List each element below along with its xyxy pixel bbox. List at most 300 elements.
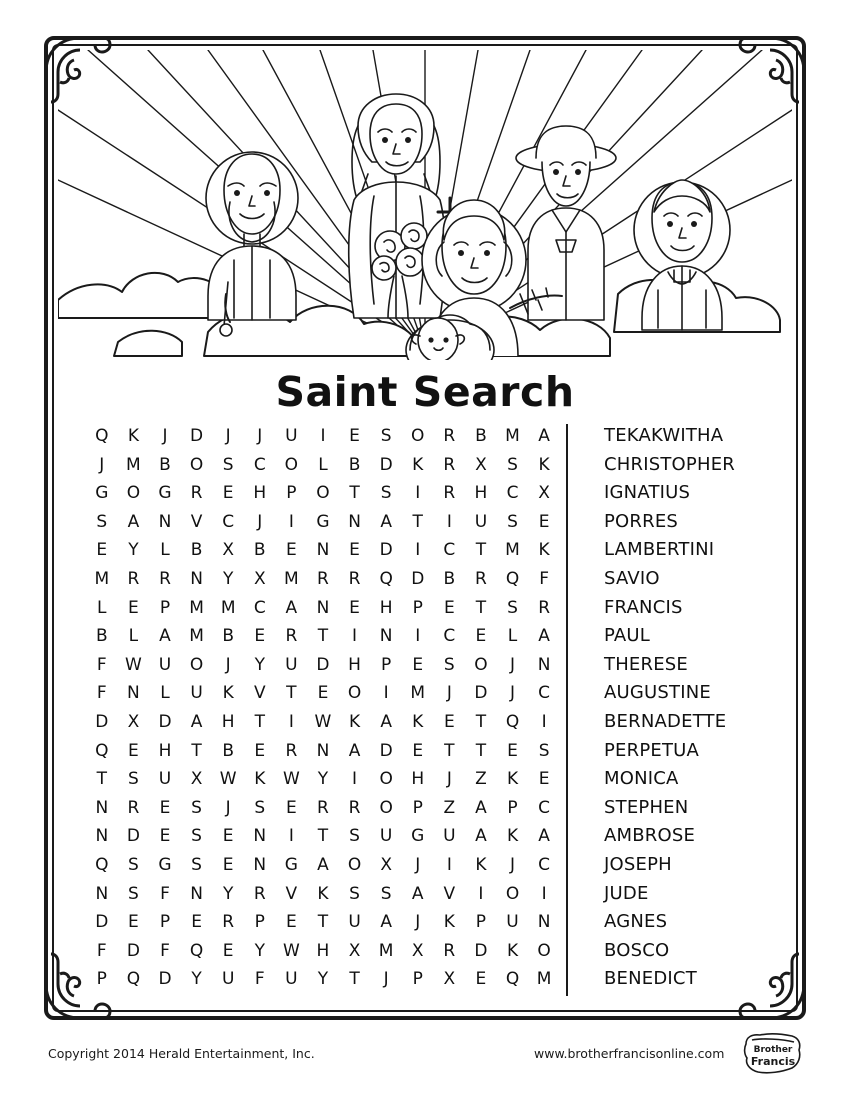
- grid-letter[interactable]: Q: [505, 568, 520, 589]
- grid-letter[interactable]: I: [288, 511, 294, 532]
- grid-letter[interactable]: B: [348, 454, 361, 475]
- grid-letter[interactable]: E: [507, 740, 518, 761]
- grid-letter[interactable]: F: [96, 654, 107, 675]
- grid-letter[interactable]: E: [128, 597, 139, 618]
- grid-letter[interactable]: U: [285, 654, 298, 675]
- grid-letter[interactable]: X: [127, 711, 140, 732]
- grid-letter[interactable]: H: [253, 483, 267, 504]
- word-list-item[interactable]: FRANCIS: [604, 596, 683, 618]
- website-url[interactable]: www.brotherfrancisonline.com: [534, 1046, 725, 1061]
- grid-letter[interactable]: S: [507, 511, 518, 532]
- grid-letter[interactable]: D: [379, 454, 393, 475]
- grid-letter[interactable]: D: [95, 711, 109, 732]
- grid-letter[interactable]: X: [222, 540, 234, 561]
- grid-letter[interactable]: E: [285, 912, 297, 933]
- grid-letter[interactable]: I: [446, 854, 452, 875]
- grid-letter[interactable]: K: [475, 854, 487, 875]
- grid-letter[interactable]: B: [222, 740, 234, 761]
- grid-letter[interactable]: N: [316, 540, 330, 561]
- grid-letter[interactable]: E: [412, 654, 424, 675]
- grid-letter[interactable]: J: [225, 426, 231, 446]
- grid-letter[interactable]: O: [379, 797, 393, 818]
- grid-letter[interactable]: I: [541, 711, 547, 732]
- grid-letter[interactable]: S: [254, 797, 266, 818]
- grid-letter[interactable]: A: [475, 826, 487, 847]
- grid-letter[interactable]: X: [538, 483, 550, 504]
- grid-letter[interactable]: W: [282, 940, 300, 961]
- grid-letter[interactable]: S: [443, 654, 455, 675]
- grid-letter[interactable]: X: [348, 940, 361, 961]
- grid-letter[interactable]: M: [94, 568, 110, 589]
- grid-letter[interactable]: B: [190, 540, 203, 561]
- grid-letter[interactable]: I: [288, 826, 294, 847]
- grid-letter[interactable]: K: [443, 912, 455, 933]
- grid-letter[interactable]: N: [253, 826, 267, 847]
- grid-letter[interactable]: K: [127, 426, 139, 446]
- grid-letter[interactable]: S: [127, 769, 139, 790]
- grid-letter[interactable]: C: [538, 797, 551, 818]
- grid-letter[interactable]: T: [412, 511, 423, 532]
- grid-letter[interactable]: U: [474, 511, 488, 532]
- grid-letter[interactable]: M: [126, 454, 141, 475]
- word-list-item[interactable]: JUDE: [604, 882, 649, 904]
- grid-letter[interactable]: K: [538, 540, 550, 561]
- grid-letter[interactable]: B: [475, 426, 487, 446]
- grid-letter[interactable]: L: [160, 540, 170, 561]
- word-list-item[interactable]: IGNATIUS: [604, 482, 691, 504]
- grid-letter[interactable]: E: [443, 597, 455, 618]
- grid-letter[interactable]: X: [380, 854, 392, 875]
- grid-letter[interactable]: T: [475, 740, 487, 761]
- grid-letter[interactable]: F: [254, 969, 265, 990]
- grid-letter[interactable]: U: [379, 826, 393, 847]
- grid-letter[interactable]: R: [190, 483, 203, 504]
- grid-letter[interactable]: A: [380, 711, 392, 732]
- grid-letter[interactable]: E: [222, 854, 234, 875]
- grid-letter[interactable]: E: [349, 426, 360, 446]
- grid-letter[interactable]: O: [505, 883, 520, 904]
- grid-letter[interactable]: I: [288, 711, 294, 732]
- word-list-item[interactable]: JOSEPH: [604, 853, 672, 875]
- grid-letter[interactable]: Y: [128, 540, 139, 561]
- grid-letter[interactable]: E: [538, 769, 550, 790]
- grid-letter[interactable]: D: [126, 826, 140, 847]
- grid-letter[interactable]: J: [99, 454, 105, 475]
- grid-letter[interactable]: Z: [443, 797, 456, 818]
- grid-letter[interactable]: M: [410, 683, 426, 704]
- grid-letter[interactable]: O: [411, 426, 425, 446]
- word-list-item[interactable]: BERNADETTE: [604, 710, 727, 732]
- grid-letter[interactable]: K: [254, 769, 266, 790]
- grid-letter[interactable]: N: [95, 883, 109, 904]
- grid-letter[interactable]: T: [191, 740, 202, 761]
- grid-letter[interactable]: C: [253, 597, 266, 618]
- grid-letter[interactable]: H: [348, 654, 361, 675]
- grid-letter[interactable]: I: [415, 540, 421, 561]
- grid-letter[interactable]: L: [507, 626, 518, 647]
- grid-letter[interactable]: R: [443, 426, 456, 446]
- word-list-item[interactable]: STEPHEN: [604, 796, 689, 818]
- grid-letter[interactable]: P: [412, 969, 423, 990]
- grid-letter[interactable]: N: [253, 854, 267, 875]
- grid-letter[interactable]: E: [285, 540, 297, 561]
- grid-letter[interactable]: E: [254, 626, 266, 647]
- grid-letter[interactable]: X: [190, 769, 203, 790]
- grid-letter[interactable]: O: [347, 683, 362, 704]
- grid-letter[interactable]: P: [412, 597, 423, 618]
- grid-letter[interactable]: J: [510, 854, 516, 875]
- grid-letter[interactable]: E: [317, 683, 329, 704]
- grid-letter[interactable]: G: [158, 483, 172, 504]
- word-list-item[interactable]: AMBROSE: [604, 825, 696, 847]
- grid-letter[interactable]: W: [314, 711, 332, 732]
- grid-letter[interactable]: J: [383, 969, 389, 990]
- grid-letter[interactable]: I: [352, 626, 358, 647]
- grid-letter[interactable]: D: [474, 683, 488, 704]
- grid-letter[interactable]: A: [538, 426, 550, 446]
- grid-letter[interactable]: N: [537, 912, 551, 933]
- grid-letter[interactable]: T: [96, 769, 107, 790]
- grid-letter[interactable]: Y: [254, 940, 265, 961]
- grid-letter[interactable]: H: [316, 940, 330, 961]
- grid-letter[interactable]: I: [320, 426, 326, 446]
- grid-letter[interactable]: L: [128, 626, 139, 647]
- grid-letter[interactable]: U: [158, 654, 172, 675]
- grid-letter[interactable]: R: [317, 568, 329, 589]
- grid-letter[interactable]: D: [316, 654, 330, 675]
- grid-letter[interactable]: V: [443, 883, 456, 904]
- grid-letter[interactable]: R: [285, 626, 298, 647]
- grid-letter[interactable]: A: [348, 740, 361, 761]
- grid-letter[interactable]: P: [254, 912, 265, 933]
- grid-letter[interactable]: J: [415, 912, 421, 933]
- grid-letter[interactable]: J: [257, 511, 263, 532]
- grid-letter[interactable]: O: [126, 483, 141, 504]
- grid-letter[interactable]: E: [128, 740, 139, 761]
- grid-letter[interactable]: Y: [222, 883, 234, 904]
- grid-letter[interactable]: G: [316, 511, 330, 532]
- grid-letter[interactable]: A: [538, 826, 550, 847]
- grid-letter[interactable]: D: [379, 740, 393, 761]
- grid-letter[interactable]: H: [158, 740, 172, 761]
- grid-letter[interactable]: T: [317, 912, 329, 933]
- grid-letter[interactable]: N: [158, 511, 172, 532]
- grid-letter[interactable]: B: [443, 568, 456, 589]
- grid-letter[interactable]: A: [317, 854, 329, 875]
- grid-letter[interactable]: D: [474, 940, 488, 961]
- grid-letter[interactable]: I: [383, 683, 389, 704]
- grid-letter[interactable]: D: [158, 711, 172, 732]
- grid-letter[interactable]: X: [411, 940, 424, 961]
- grid-letter[interactable]: L: [160, 683, 170, 704]
- grid-letter[interactable]: R: [443, 483, 456, 504]
- word-list-item[interactable]: BOSCO: [604, 939, 670, 961]
- grid-letter[interactable]: O: [474, 654, 488, 675]
- grid-letter[interactable]: F: [160, 940, 170, 961]
- grid-letter[interactable]: B: [159, 454, 171, 475]
- grid-letter[interactable]: T: [317, 826, 329, 847]
- grid-letter[interactable]: S: [222, 454, 234, 475]
- grid-letter[interactable]: B: [253, 540, 266, 561]
- grid-letter[interactable]: Q: [379, 568, 393, 589]
- word-list-item[interactable]: MONICA: [604, 768, 679, 790]
- grid-letter[interactable]: A: [190, 711, 203, 732]
- grid-letter[interactable]: O: [189, 654, 204, 675]
- grid-letter[interactable]: R: [253, 883, 266, 904]
- grid-letter[interactable]: N: [348, 511, 361, 532]
- grid-letter[interactable]: N: [316, 597, 330, 618]
- grid-letter[interactable]: I: [415, 626, 421, 647]
- grid-letter[interactable]: F: [539, 568, 549, 589]
- grid-letter[interactable]: C: [538, 683, 551, 704]
- grid-letter[interactable]: Z: [475, 769, 487, 790]
- grid-letter[interactable]: D: [411, 568, 425, 589]
- grid-letter[interactable]: D: [379, 540, 393, 561]
- grid-letter[interactable]: R: [222, 912, 235, 933]
- word-list-item[interactable]: THERESE: [604, 653, 688, 675]
- grid-letter[interactable]: S: [380, 483, 392, 504]
- grid-letter[interactable]: O: [537, 940, 551, 961]
- grid-letter[interactable]: Y: [317, 969, 329, 990]
- grid-letter[interactable]: S: [127, 883, 139, 904]
- grid-letter[interactable]: Q: [95, 426, 109, 446]
- grid-letter[interactable]: S: [507, 597, 518, 618]
- grid-letter[interactable]: W: [124, 654, 142, 675]
- grid-letter[interactable]: F: [160, 883, 170, 904]
- grid-letter[interactable]: T: [254, 711, 265, 732]
- grid-letter[interactable]: E: [222, 826, 234, 847]
- grid-letter[interactable]: K: [317, 883, 329, 904]
- grid-letter[interactable]: O: [189, 454, 204, 475]
- grid-letter[interactable]: E: [443, 711, 455, 732]
- grid-letter[interactable]: A: [411, 883, 424, 904]
- grid-letter[interactable]: E: [412, 740, 424, 761]
- grid-letter[interactable]: U: [190, 683, 203, 704]
- grid-letter[interactable]: N: [190, 883, 203, 904]
- grid-letter[interactable]: V: [285, 883, 298, 904]
- grid-letter[interactable]: T: [475, 540, 487, 561]
- grid-letter[interactable]: B: [95, 626, 108, 647]
- grid-letter[interactable]: O: [347, 854, 362, 875]
- grid-letter[interactable]: A: [538, 626, 550, 647]
- word-list-item[interactable]: BENEDICT: [604, 968, 697, 990]
- grid-letter[interactable]: R: [159, 568, 171, 589]
- grid-letter[interactable]: U: [158, 769, 172, 790]
- grid-letter[interactable]: E: [254, 740, 266, 761]
- grid-letter[interactable]: E: [191, 912, 202, 933]
- grid-letter[interactable]: P: [96, 969, 107, 990]
- grid-letter[interactable]: W: [282, 769, 300, 790]
- grid-letter[interactable]: O: [379, 769, 393, 790]
- grid-letter[interactable]: N: [537, 654, 551, 675]
- grid-letter[interactable]: J: [415, 854, 421, 875]
- grid-letter[interactable]: R: [443, 940, 456, 961]
- grid-letter[interactable]: C: [222, 511, 235, 532]
- grid-letter[interactable]: V: [190, 511, 203, 532]
- grid-letter[interactable]: E: [285, 797, 297, 818]
- grid-letter[interactable]: P: [286, 483, 297, 504]
- grid-letter[interactable]: J: [446, 769, 452, 790]
- grid-letter[interactable]: R: [538, 597, 551, 618]
- grid-letter[interactable]: A: [380, 511, 392, 532]
- grid-letter[interactable]: R: [285, 740, 298, 761]
- grid-letter[interactable]: R: [317, 797, 329, 818]
- word-list-item[interactable]: TEKAKWITHA: [604, 425, 724, 446]
- grid-letter[interactable]: H: [474, 483, 488, 504]
- grid-letter[interactable]: A: [380, 912, 392, 933]
- grid-letter[interactable]: D: [126, 940, 140, 961]
- grid-letter[interactable]: T: [349, 483, 360, 504]
- grid-letter[interactable]: E: [96, 540, 108, 561]
- grid-letter[interactable]: I: [478, 883, 484, 904]
- grid-letter[interactable]: E: [349, 540, 360, 561]
- grid-letter[interactable]: X: [253, 568, 266, 589]
- grid-letter[interactable]: T: [444, 740, 455, 761]
- grid-letter[interactable]: P: [507, 797, 518, 818]
- grid-letter[interactable]: C: [538, 854, 551, 875]
- grid-letter[interactable]: S: [507, 454, 518, 475]
- grid-letter[interactable]: K: [506, 769, 519, 790]
- grid-letter[interactable]: P: [159, 597, 171, 618]
- grid-letter[interactable]: R: [127, 797, 140, 818]
- grid-letter[interactable]: D: [190, 426, 204, 446]
- grid-letter[interactable]: Q: [95, 854, 109, 875]
- grid-letter[interactable]: K: [538, 454, 550, 475]
- grid-letter[interactable]: S: [349, 883, 360, 904]
- grid-letter[interactable]: M: [536, 969, 552, 990]
- grid-letter[interactable]: S: [380, 426, 392, 446]
- grid-letter[interactable]: U: [348, 912, 361, 933]
- grid-letter[interactable]: N: [190, 568, 203, 589]
- word-list-item[interactable]: SAVIO: [604, 567, 660, 589]
- grid-letter[interactable]: A: [285, 597, 298, 618]
- word-list-item[interactable]: AGNES: [604, 911, 668, 933]
- grid-letter[interactable]: A: [475, 797, 487, 818]
- grid-letter[interactable]: Y: [222, 568, 234, 589]
- grid-letter[interactable]: H: [379, 597, 393, 618]
- grid-letter[interactable]: I: [446, 511, 452, 532]
- grid-letter[interactable]: A: [127, 511, 140, 532]
- grid-letter[interactable]: D: [95, 912, 109, 933]
- grid-letter[interactable]: G: [95, 483, 109, 504]
- grid-letter[interactable]: Y: [254, 654, 265, 675]
- grid-letter[interactable]: K: [412, 711, 424, 732]
- grid-letter[interactable]: K: [222, 683, 234, 704]
- grid-letter[interactable]: Q: [95, 740, 109, 761]
- grid-letter[interactable]: P: [381, 654, 392, 675]
- grid-letter[interactable]: G: [284, 854, 298, 875]
- word-list-item[interactable]: CHRISTOPHER: [604, 453, 735, 475]
- grid-letter[interactable]: G: [411, 826, 425, 847]
- grid-letter[interactable]: C: [443, 626, 456, 647]
- grid-letter[interactable]: L: [97, 597, 107, 618]
- letter-grid[interactable]: [86, 418, 560, 994]
- grid-letter[interactable]: Q: [505, 711, 520, 732]
- grid-letter[interactable]: Q: [505, 969, 520, 990]
- grid-letter[interactable]: M: [505, 426, 520, 446]
- grid-letter[interactable]: M: [284, 568, 299, 589]
- grid-letter[interactable]: H: [221, 711, 235, 732]
- grid-letter[interactable]: D: [158, 969, 172, 990]
- grid-letter[interactable]: K: [506, 826, 519, 847]
- grid-letter[interactable]: T: [317, 626, 329, 647]
- grid-letter[interactable]: M: [220, 597, 236, 618]
- grid-letter[interactable]: N: [95, 826, 109, 847]
- grid-letter[interactable]: A: [159, 626, 171, 647]
- grid-letter[interactable]: C: [443, 540, 456, 561]
- grid-letter[interactable]: L: [318, 454, 328, 475]
- grid-letter[interactable]: V: [253, 683, 266, 704]
- grid-letter[interactable]: O: [284, 454, 299, 475]
- word-list-item[interactable]: LAMBERTINI: [604, 539, 715, 561]
- word-list-item[interactable]: PORRES: [604, 510, 679, 532]
- grid-letter[interactable]: E: [349, 597, 360, 618]
- grid-letter[interactable]: S: [191, 797, 202, 818]
- grid-letter[interactable]: O: [316, 483, 330, 504]
- grid-letter[interactable]: M: [505, 540, 520, 561]
- grid-letter[interactable]: Q: [126, 969, 141, 990]
- grid-letter[interactable]: J: [510, 654, 516, 675]
- grid-letter[interactable]: K: [506, 940, 519, 961]
- grid-letter[interactable]: Y: [317, 769, 329, 790]
- grid-letter[interactable]: J: [510, 683, 516, 704]
- grid-letter[interactable]: E: [475, 969, 487, 990]
- grid-letter[interactable]: N: [95, 797, 109, 818]
- grid-letter[interactable]: R: [348, 568, 361, 589]
- grid-letter[interactable]: W: [219, 769, 237, 790]
- grid-letter[interactable]: G: [158, 854, 172, 875]
- grid-letter[interactable]: S: [380, 883, 392, 904]
- grid-letter[interactable]: X: [443, 969, 456, 990]
- grid-letter[interactable]: T: [475, 597, 487, 618]
- grid-letter[interactable]: N: [316, 740, 330, 761]
- grid-letter[interactable]: J: [225, 654, 231, 675]
- grid-letter[interactable]: Y: [191, 969, 202, 990]
- grid-letter[interactable]: U: [443, 826, 456, 847]
- grid-letter[interactable]: E: [159, 826, 171, 847]
- grid-letter[interactable]: F: [96, 683, 107, 704]
- grid-letter[interactable]: C: [506, 483, 519, 504]
- grid-letter[interactable]: K: [412, 454, 424, 475]
- grid-letter[interactable]: B: [222, 626, 234, 647]
- grid-letter[interactable]: I: [415, 483, 421, 504]
- grid-letter[interactable]: P: [412, 797, 423, 818]
- grid-letter[interactable]: S: [191, 854, 202, 875]
- grid-letter[interactable]: M: [189, 626, 204, 647]
- grid-letter[interactable]: T: [286, 683, 297, 704]
- grid-letter[interactable]: U: [221, 969, 235, 990]
- grid-letter[interactable]: E: [538, 511, 550, 532]
- grid-letter[interactable]: S: [349, 826, 360, 847]
- grid-letter[interactable]: T: [475, 711, 487, 732]
- grid-letter[interactable]: J: [225, 797, 231, 818]
- grid-letter[interactable]: S: [191, 826, 202, 847]
- word-list-item[interactable]: AUGUSTINE: [604, 682, 711, 704]
- grid-letter[interactable]: S: [96, 511, 108, 532]
- grid-letter[interactable]: E: [128, 912, 139, 933]
- grid-letter[interactable]: H: [411, 769, 425, 790]
- word-list-item[interactable]: PAUL: [604, 625, 651, 647]
- grid-letter[interactable]: R: [348, 797, 361, 818]
- grid-letter[interactable]: E: [475, 626, 487, 647]
- grid-letter[interactable]: I: [541, 883, 547, 904]
- grid-letter[interactable]: N: [379, 626, 393, 647]
- grid-letter[interactable]: J: [257, 426, 263, 446]
- grid-letter[interactable]: U: [285, 969, 298, 990]
- grid-letter[interactable]: C: [253, 454, 266, 475]
- grid-letter[interactable]: F: [96, 940, 107, 961]
- grid-letter[interactable]: U: [506, 912, 519, 933]
